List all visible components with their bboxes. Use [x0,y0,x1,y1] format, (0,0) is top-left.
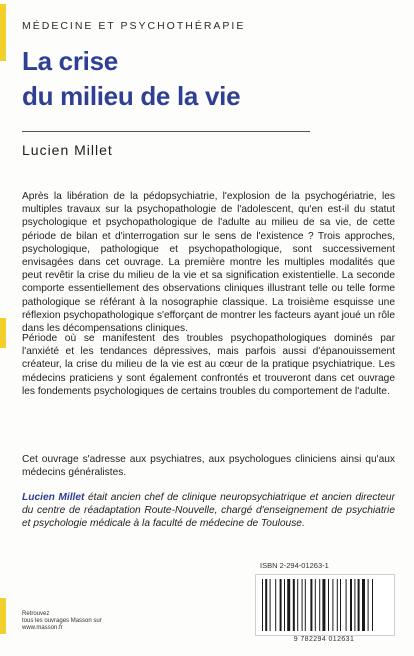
barcode-bar [350,579,352,631]
barcode-bar [337,579,338,631]
barcode-bar [340,579,341,631]
accent-bar-top [0,4,6,61]
barcode [255,574,395,636]
isbn-label: ISBN 2-294-01263-1 [260,561,329,570]
barcode-bar [280,579,282,631]
accent-bar-bottom [0,598,6,634]
barcode-bar [310,579,312,631]
barcode-bar [332,579,333,631]
footer-line-2: tous les ouvrages Masson sur [22,618,102,625]
author-bio [22,491,395,531]
summary-paragraph-1: Après la libération de la pédopsychiatrie, l'explosion de la psychogériatrie, les multiples travaux sur la psychopathologie de l'adolescent, qu'en est-il du statut psychologique et psychopathologique de l'adulte au milieu de sa vie, de cette période de bilan et d'interrogation sur le sens de l'existence ? Trois approches, psychologique, pathologique et psychopathologique, sont successivement envisagées dans cet ouvrage. La première montre les multiples modalités que peut revêtir la crise du milieu de la vie et sa signification existentielle. La seconde comporte essentiellement des observations cliniques illustrant telle ou telle forme pathologique se référant à la nosographie classique. La troisième esquisse une réflexion psychopathologique s'efforçant de montrer les facteurs ayant joué un rôle dans les décompensations cliniques. [22,191,395,335]
author-bio-text: était ancien chef de clinique neuropsychiatrique et ancien directeur du centre de réadaptation Route-Nouvelle, chargé d'enseignement de psychiatrie et psychologie médicale à la faculté de médecine de Toulouse. [22,492,395,530]
summary-paragraph-2: Période où se manifestent des troubles psychopathologiques dominés par l'anxiété et les tendances dépressives, mais parfois aussi d'épanouissement créateur, la crise du milieu de la vie est au cœur de la pratique psychiatrique. Les médecins praticiens y sont également confrontés et trouveront dans cet ouvrage les fondements psychologiques de certains troubles du comportement de l'adulte. [22,333,395,397]
barcode-bar [275,579,276,631]
barcode-bar [302,579,303,631]
title-line-2: du milieu de la vie [22,81,241,111]
barcode-bar [293,579,295,631]
title-line-1: La crise [22,46,118,76]
barcode-bar [315,579,316,631]
barcode-bar [270,579,271,631]
barcode-bar [305,579,306,631]
barcode-bar [368,579,369,631]
accent-bar-middle [0,318,6,348]
barcode-bar [328,579,329,631]
barcode-bar [262,579,263,631]
footer-line-1: Retrouvez [22,611,50,617]
barcode-number: 9 782294 012631 [293,636,355,643]
series-name: MÉDECINE ET PSYCHOTHÉRAPIE [22,20,246,32]
author-bio-name: Lucien Millet [22,492,85,503]
barcode-bar [358,579,360,631]
barcode-bar [284,579,285,631]
barcode-bar [372,579,373,631]
publisher-footer [22,611,102,633]
barcode-bar [322,579,325,631]
title-divider [22,131,310,132]
barcode-bar [354,579,355,631]
barcode-bar [319,579,320,631]
barcode-bar [297,579,298,631]
barcode-bar [346,579,347,631]
author-name: Lucien Millet [22,142,113,158]
footer-line-3: www.masson.fr [22,625,63,632]
barcode-graphic [256,575,394,635]
audience-paragraph: Cet ouvrage s'adresse aux psychiatres, aux psychologues cliniciens ainsi qu'aux médecins généralistes. [22,454,395,479]
barcode-bar [265,579,267,631]
barcode-bar [362,579,365,631]
barcode-bar [287,579,290,631]
book-title [22,44,240,114]
